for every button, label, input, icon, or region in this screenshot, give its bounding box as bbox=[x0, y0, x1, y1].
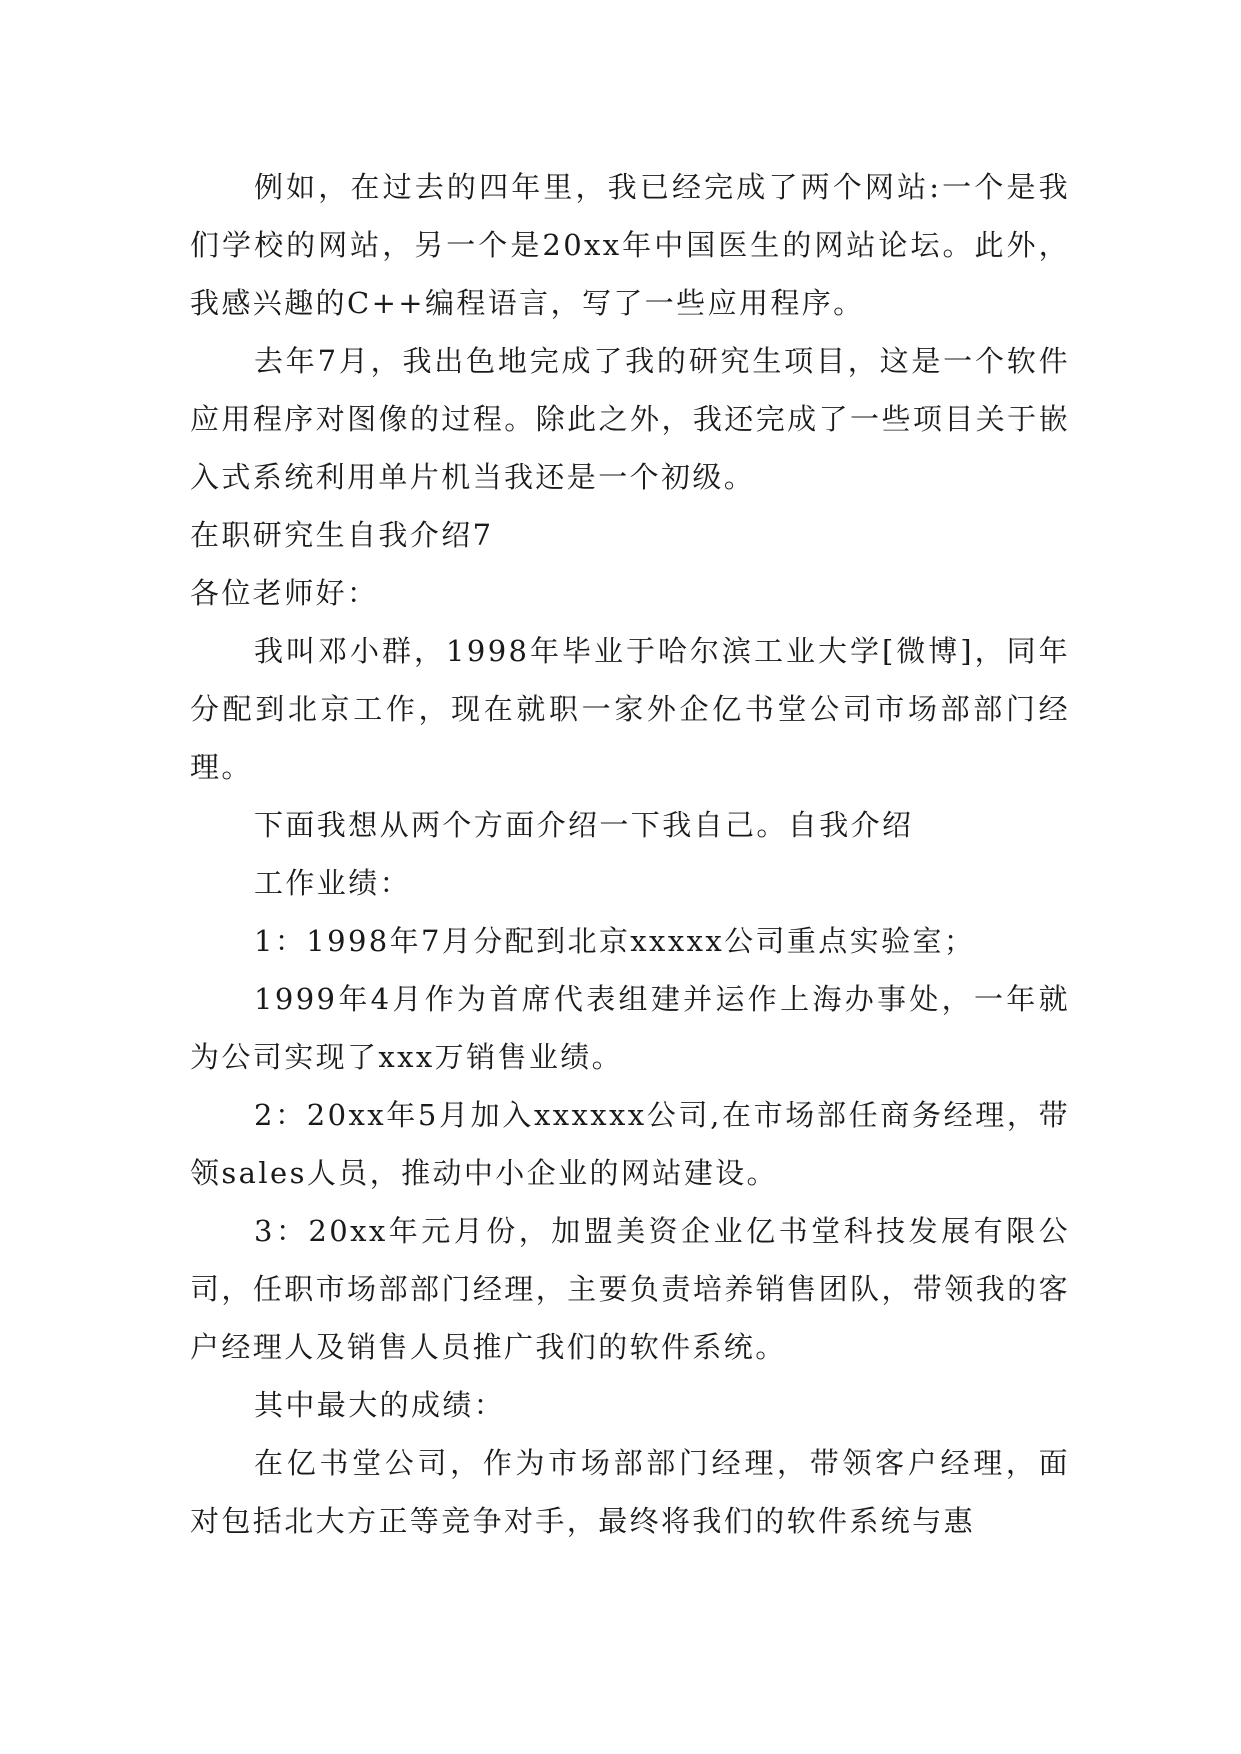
section-heading: 在职研究生自我介绍7 bbox=[190, 518, 494, 552]
paragraph-achievement: 在亿书堂公司，作为市场部部门经理，带领客户经理，面对包括北大方正等竞争对手，最终将我们的软件系统与惠 bbox=[190, 1446, 1070, 1538]
greeting: 各位老师好： bbox=[190, 576, 379, 610]
subheading-work-performance: 工作业绩： bbox=[254, 866, 412, 900]
list-item-2: 2：20xx年5月加入xxxxxx公司,在市场部任商务经理，带领sales人员，推动中小企业的网站建设。 bbox=[190, 1098, 1070, 1190]
subheading-greatest-achievement: 其中最大的成绩： bbox=[254, 1388, 506, 1422]
document-body bbox=[190, 158, 1070, 1550]
paragraph-two-aspects: 下面我想从两个方面介绍一下我自己。自我介绍 bbox=[254, 808, 914, 842]
list-item-3: 3：20xx年元月份，加盟美资企业亿书堂科技发展有限公司，任职市场部部门经理，主要负责培养销售团队，带领我的客户经理人及销售人员推广我们的软件系统。 bbox=[190, 1214, 1070, 1364]
list-item-1: 1：1998年7月分配到北京xxxxx公司重点实验室； bbox=[254, 924, 976, 958]
paragraph-introduction: 我叫邓小群，1998年毕业于哈尔滨工业大学[微博]，同年分配到北京工作，现在就职一家外企亿书堂公司市场部部门经理。 bbox=[190, 634, 1070, 784]
paragraph-websites: 例如，在过去的四年里，我已经完成了两个网站:一个是我们学校的网站，另一个是20xx年中国医生的网站论坛。此外，我感兴趣的C++编程语言，写了一些应用程序。 bbox=[190, 170, 1070, 320]
paragraph-shanghai-office: 1999年4月作为首席代表组建并运作上海办事处，一年就为公司实现了xxx万销售业绩。 bbox=[190, 982, 1070, 1074]
paragraph-graduate-project: 去年7月，我出色地完成了我的研究生项目，这是一个软件应用程序对图像的过程。除此之外，我还完成了一些项目关于嵌入式系统利用单片机当我还是一个初级。 bbox=[190, 344, 1070, 494]
